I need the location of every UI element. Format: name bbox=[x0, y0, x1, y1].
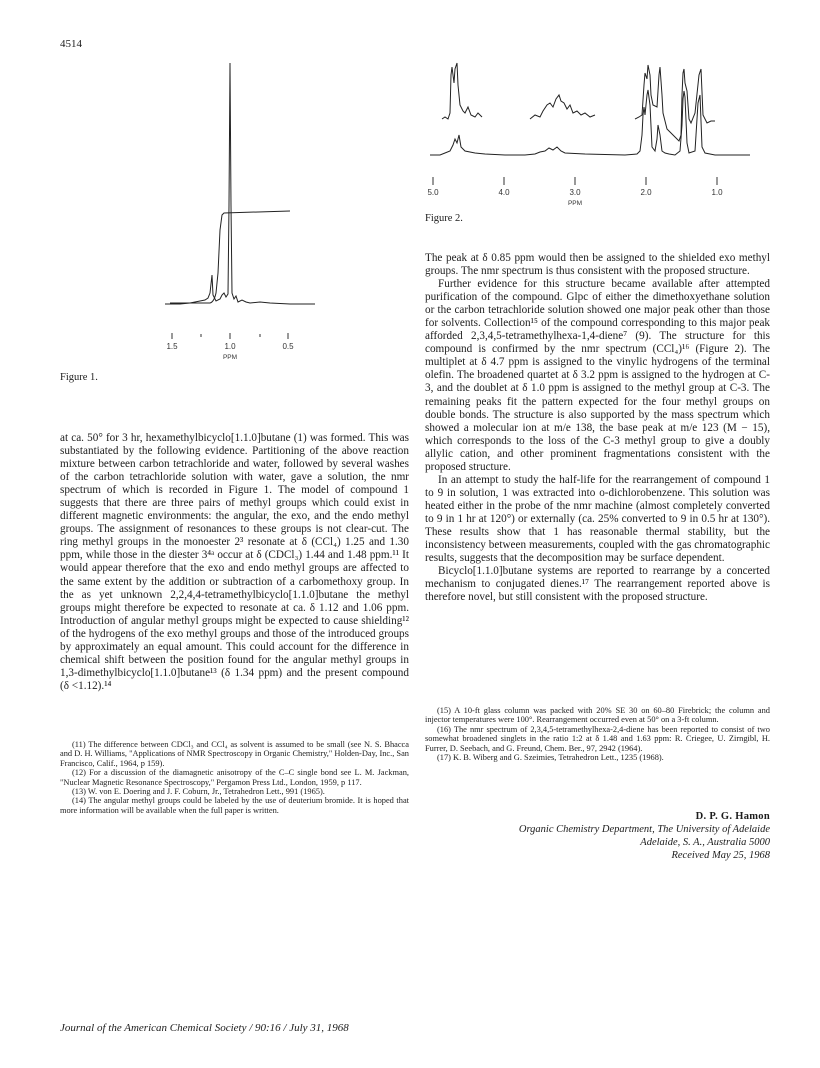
fig1-tick-label: 1.0 bbox=[224, 342, 236, 351]
fig1-axis-unit: PPM bbox=[222, 354, 238, 361]
footnote: (11) The difference between CDCl₃ and CCl₄ as solvent is assumed to be small (see N. S. Bhacca and D. H. Williams, "Applications of NMR Spectroscopy in Organic Chemistry," Holden-Day, Inc., San Francisco, Calif., 1964, p 159). bbox=[60, 740, 409, 768]
footnote: (17) K. B. Wiberg and G. Szeimies, Tetrahedron Lett., 1235 (1968). bbox=[437, 753, 664, 763]
affiliation-line: Organic Chemistry Department, The University of Adelaide bbox=[518, 824, 770, 835]
fig2-tick-label: 2.0 bbox=[640, 188, 652, 197]
left-footnotes bbox=[60, 740, 409, 815]
body-paragraph: at ca. 50° for 3 hr, hexamethylbicyclo[1.1.0]butane (1) was formed. This was substantiated by the following evidence. Partitioning of the above reaction mixture between carbon tetrachloride and water, followed by several washes of the carbon tetrachloride solution with water, gave a solution, the nmr spectrum of which is recorded in Figure 1. The model of compound 1 suggests that there are three pairs of methyl groups which could exist in different magnetic environments: the angular, the exo, and the endo methyl groups. The assignment of resonances to these groups is not clear-cut. The ring methyl groups in the monoester 2³ resonate at δ (CCl₄) 1.25 and 1.30 ppm, while those in the diester 3⁴ᵃ occur at δ (CDCl₃) 1.44 and 1.48 ppm.¹¹ It would appear therefore that the exo and endo methyl groups are affected to the same extent by the addition or subtraction of a carbomethoxy group. In the as yet unknown 2,2,4,4-tetramethylbicyclo[1.1.0]butane the methyl groups might therefore be expected to resonate at ca. δ 1.12 and 1.06 ppm. Introduction of angular methyl groups might be expected to cause shielding¹² of the hydrogens of the exo methyl groups and those of the introduced groups by approximately an equal amount. This could account for the difference in chemical shift between the position found for the angular methyl groups in 1,3-dimethylbicyclo[1.1.0]butane¹³ (δ 1.34 ppm) and the present compound (δ <1.12).¹⁴ bbox=[60, 432, 409, 692]
page-number: 4514 bbox=[60, 38, 82, 50]
affiliation bbox=[425, 823, 770, 849]
body-paragraph: Bicyclo[1.1.0]butane systems are reported to rearrange by a concerted mechanism to conjugated dienes.¹⁷ The rearrangement reported above is therefore novel, but still consistent with the proposed structure. bbox=[425, 565, 770, 604]
figure-1-nmr-spectrum bbox=[150, 55, 340, 365]
fig2-tick-label: 5.0 bbox=[427, 188, 439, 197]
fig1-tick-label: 0.5 bbox=[282, 342, 294, 351]
figure-2-nmr-spectrum bbox=[425, 55, 770, 210]
received-date: Received May 25, 1968 bbox=[671, 850, 770, 861]
footnote: (12) For a discussion of the diamagnetic anisotropy of the C–C single bond see L. M. Jackman, "Nuclear Magnetic Resonance Spectroscopy," Pergamon Press Ltd., London, 1959, p 117. bbox=[60, 768, 409, 787]
right-column-body bbox=[425, 252, 770, 604]
footnote: (13) W. von E. Doering and J. F. Coburn, Jr., Tetrahedron Lett., 991 (1965). bbox=[72, 787, 325, 797]
figure-1-caption: Figure 1. bbox=[60, 372, 98, 383]
body-paragraph: The peak at δ 0.85 ppm would then be assigned to the shielded exo methyl groups. The nmr spectrum is thus consistent with the proposed structure. bbox=[425, 252, 770, 278]
fig2-axis-unit: PPM bbox=[567, 200, 583, 207]
fig2-tick-label: 1.0 bbox=[711, 188, 723, 197]
fig1-integral-trace bbox=[170, 211, 290, 303]
left-column-body bbox=[60, 432, 409, 693]
figure-2-caption: Figure 2. bbox=[425, 213, 463, 224]
journal-footer: Journal of the American Chemical Society / 90:16 / July 31, 1968 bbox=[60, 1022, 349, 1034]
affiliation-line: Adelaide, S. A., Australia 5000 bbox=[640, 837, 770, 848]
author-name: D. P. G. Hamon bbox=[695, 811, 770, 822]
fig2-tick-label: 4.0 bbox=[498, 188, 510, 197]
fig1-tick-label: 1.5 bbox=[166, 342, 178, 351]
author-block bbox=[425, 810, 770, 862]
fig2-upper-trace bbox=[442, 63, 715, 141]
body-paragraph: Further evidence for this structure became available after attempted purification of the compound. Glpc of either the dimethoxyethane solution or the carbon tetrachloride solution showed one major peak other than those for solvents. Collection¹⁵ of the compound corresponding to this major peak afforded 2,3,4,5-tetramethylhexa-1,4-diene⁷ (9). The structure for this compound is confirmed by the nmr spectrum (CCl₄)¹⁶ (Figure 2). The multiplet at δ 4.7 ppm is assigned to the vinylic hydrogens of the terminal olefin. The broadened quartet at δ 3.2 ppm is assigned to the hydrogen at C-3, and the doublet at δ 1.0 ppm is assigned to the methyl group at C-3. The remaining peaks fit the pattern expected for the four methyl groups on double bonds. The structure is also supported by the mass spectrum which showed a molecular ion at m/e 138, the base peak at m/e 123 (M − 15), which corresponds to the loss of the C-3 methyl group to give a doubly allylic cation, and other prominent fragmentations consistent with the proposed structure. bbox=[425, 278, 770, 473]
footnote: (15) A 10-ft glass column was packed with 20% SE 30 on 60–80 Firebrick; the column and injector temperatures were 100°. Rearrangement occurred even at 50° on a 3-ft column. bbox=[425, 706, 770, 725]
footnote: (16) The nmr spectrum of 2,3,4,5-tetramethylhexa-2,4-diene has been reported to consist of two somewhat broadened singlets in the ratio 1:2 at δ 1.48 and 1.63 ppm: R. Criegee, U. Zirngibl, H. Furrer, D. Seebach, and G. Freund, Chem. Ber., 97, 2942 (1964). bbox=[425, 724, 770, 753]
fig1-spectrum-trace bbox=[165, 63, 315, 304]
right-footnotes bbox=[425, 706, 770, 762]
footnote: (14) The angular methyl groups could be labeled by the use of deuterium bromide. It is hoped that more information will be available when the full paper is written. bbox=[60, 796, 409, 815]
body-paragraph: In an attempt to study the half-life for the rearrangement of compound 1 to 9 in solution, 1 was extracted into o-dichlorobenzene. This solution was heated either in the probe of the nmr machine (almost completely converted to 9 in 1 hr at 120°) or externally (ca. 25% converted to 9 in 0.5 hr at 130°). These results show that 1 has reasonable thermal stability, but the inconsistency between measurements, coupled with the gas chromatographic results, suggests that the decomposition may be surface dependent. bbox=[425, 473, 770, 565]
fig2-tick-label: 3.0 bbox=[569, 188, 581, 197]
